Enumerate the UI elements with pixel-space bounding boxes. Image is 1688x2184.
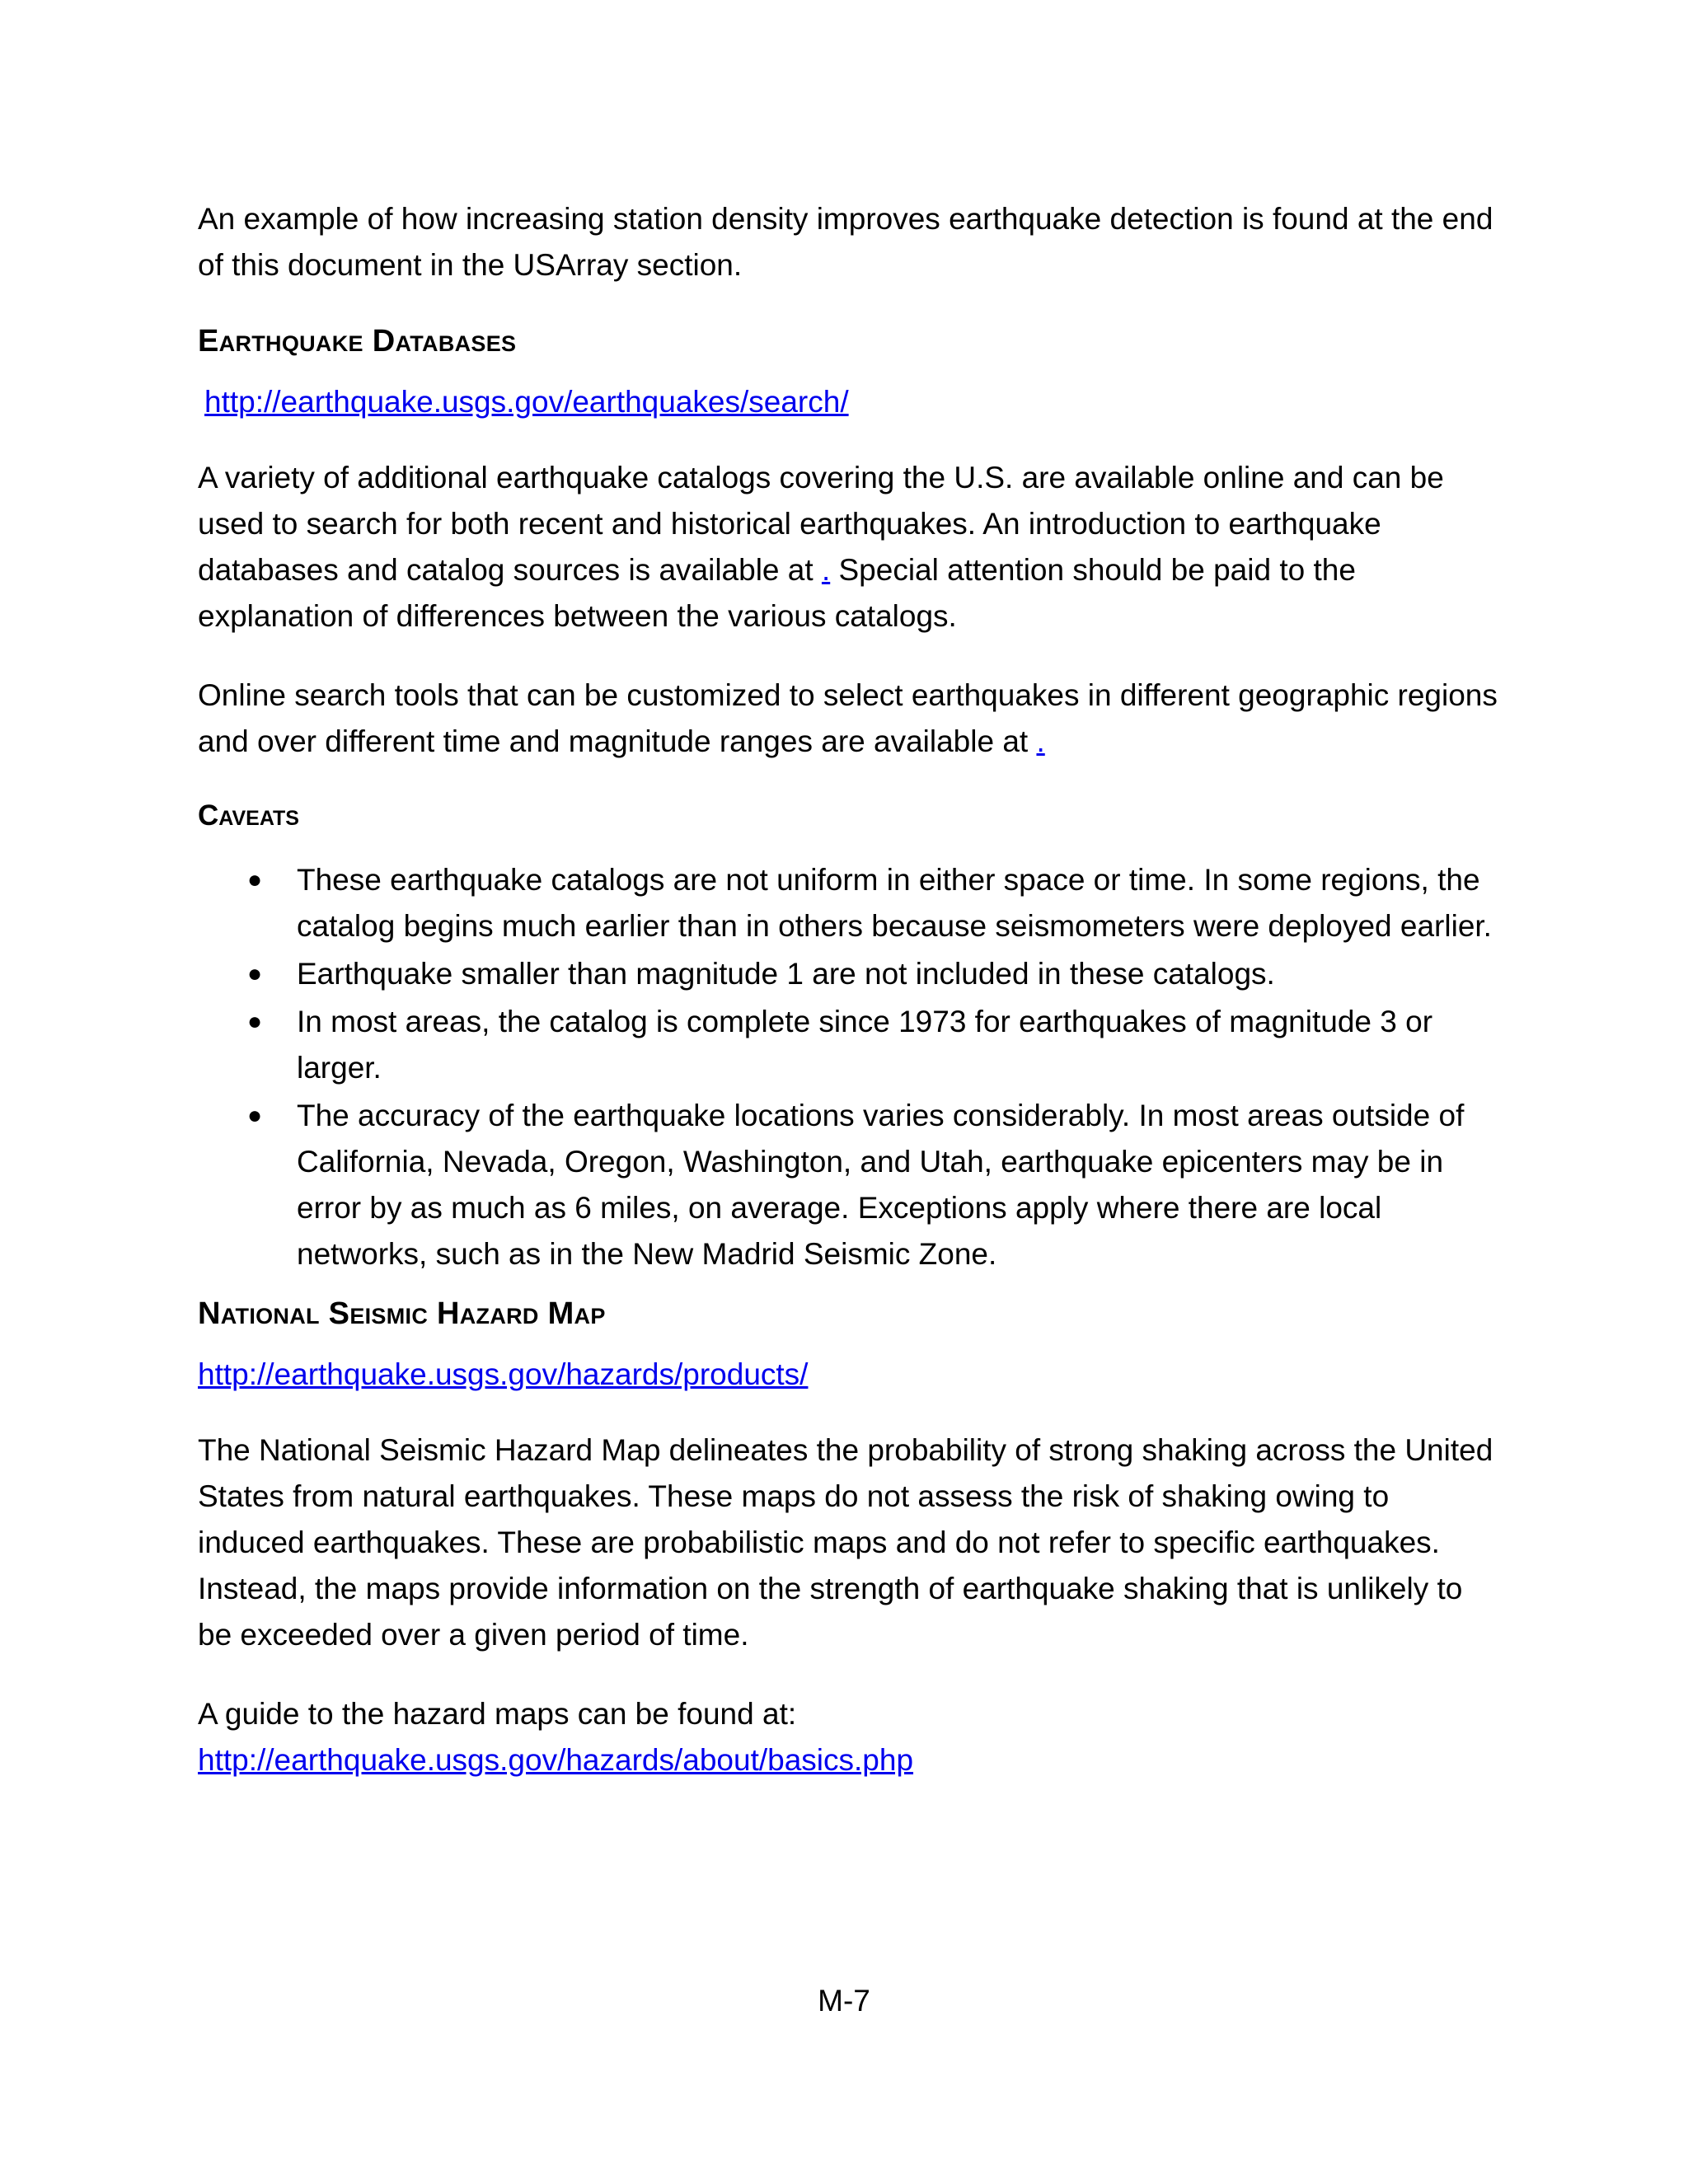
databases-paragraph-1-tail: Special attention should be paid to the explanation of differences between the various catalogs. bbox=[198, 553, 1356, 633]
hazard-map-paragraph: The National Seismic Hazard Map delineates the probability of strong shaking across the United States from natural earthquakes. These maps do not assess the risk of shaking owing to induced earthquakes. These are probabilistic maps and do not refer to specific earthquakes. Instead, the maps provide information on the strength of earthquake shaking that is unlikely to be exceeded over a given period of time. bbox=[198, 1433, 1493, 1652]
databases-paragraph-2 bbox=[198, 673, 1500, 765]
hazard-map-heading: National Seismic Hazard Map bbox=[198, 1296, 606, 1331]
bullet-icon: ● bbox=[247, 1102, 263, 1129]
list-item bbox=[198, 1093, 1500, 1277]
caveats-list bbox=[198, 857, 1500, 1277]
hazard-products-link[interactable]: http://earthquake.usgs.gov/hazards/products/ bbox=[198, 1357, 809, 1391]
hazard-guide-text: A guide to the hazard maps can be found at: bbox=[198, 1697, 797, 1731]
caveat-text: In most areas, the catalog is complete since 1973 for earthquakes of magnitude 3 or larger. bbox=[297, 1005, 1433, 1085]
bullet-icon: ● bbox=[247, 1008, 263, 1035]
caveat-text: These earthquake catalogs are not uniform in either space or time. In some regions, the catalog begins much earlier than in others because seismometers were deployed earlier. bbox=[297, 863, 1492, 943]
earthquake-search-url-line bbox=[198, 379, 1500, 425]
caveat-text: Earthquake smaller than magnitude 1 are not included in these catalogs. bbox=[297, 957, 1275, 991]
hazard-basics-link[interactable]: http://earthquake.usgs.gov/hazards/about/basics.php bbox=[198, 1743, 914, 1777]
databases-paragraph-2-text: Online search tools that can be customized to select earthquakes in different geographic regions and over different time and magnitude ranges are available at bbox=[198, 678, 1498, 758]
databases-paragraph-1 bbox=[198, 455, 1500, 640]
catalog-sources-link[interactable]: . bbox=[821, 553, 831, 587]
page-number: M-7 bbox=[818, 1984, 870, 2018]
earthquake-search-link[interactable]: http://earthquake.usgs.gov/earthquakes/search/ bbox=[204, 385, 849, 419]
earthquake-databases-heading: Earthquake Databases bbox=[198, 324, 517, 359]
hazard-products-url-line bbox=[198, 1352, 1500, 1398]
bullet-icon: ● bbox=[247, 866, 263, 893]
list-item bbox=[198, 951, 1500, 997]
caveats-heading: Caveats bbox=[198, 799, 299, 832]
search-tools-link[interactable]: . bbox=[1036, 724, 1045, 758]
list-item bbox=[198, 857, 1500, 949]
list-item bbox=[198, 999, 1500, 1091]
hazard-guide-url-line bbox=[198, 1737, 1500, 1783]
document-page bbox=[198, 196, 1500, 1783]
databases-paragraph-1-text: A variety of additional earthquake catalogs covering the U.S. are available online and can be used to search for both recent and historical earthquakes. An introduction to earthquake databases and catalog sources is available at bbox=[198, 461, 1444, 587]
caveat-text: The accuracy of the earthquake locations varies considerably. In most areas outside of California, Nevada, Oregon, Washington, and Utah, earthquake epicenters may be in error by as much as 6 miles, on average. Exceptions apply where there are local networks, such as in the New Madrid Seismic Zone. bbox=[297, 1099, 1465, 1271]
bullet-icon: ● bbox=[247, 960, 263, 987]
intro-paragraph: An example of how increasing station density improves earthquake detection is found at the end of this document in the USArray section. bbox=[198, 202, 1493, 282]
